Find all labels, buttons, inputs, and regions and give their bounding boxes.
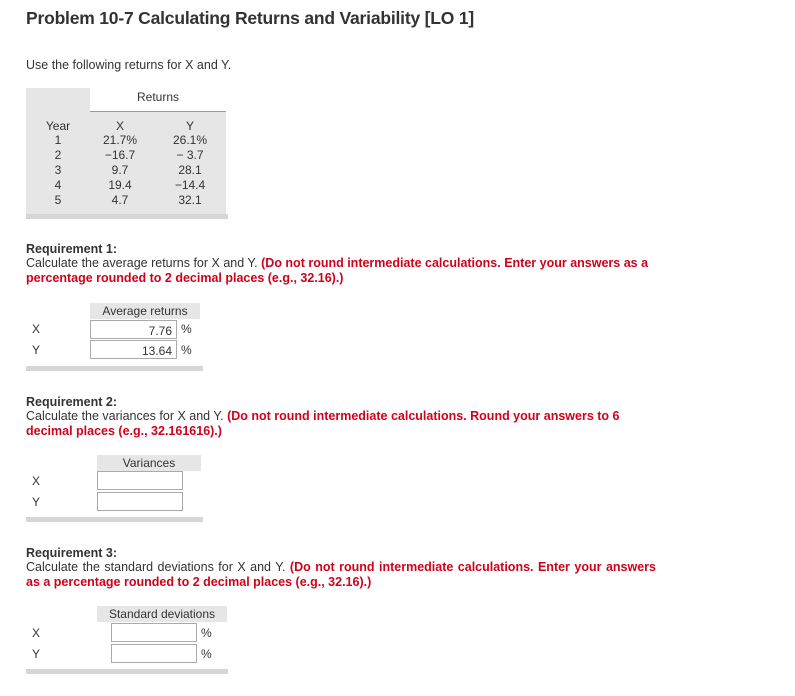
avg-x-label: X — [32, 322, 41, 336]
year-cell: 4 — [54, 178, 62, 192]
requirement-2-prompt: Calculate the variances for X and Y. — [26, 409, 224, 423]
year-column-header: Year — [45, 119, 71, 133]
percent-sign: % — [201, 626, 212, 640]
sd-y-label: Y — [32, 647, 41, 661]
page-title: Problem 10-7 Calculating Returns and Variability [LO 1] — [26, 8, 474, 28]
percent-sign: % — [201, 647, 212, 661]
requirement-1-text — [26, 256, 656, 286]
requirement-1-instruction: (Do not round intermediate calculations. Enter your answers as a percentage rounded to 2 decimal places (e.g., 32.16).) — [26, 256, 649, 285]
section-divider — [26, 214, 228, 219]
requirement-2-title: Requirement 2: — [26, 395, 117, 409]
y-column-header: Y — [185, 119, 194, 133]
y-cell: − 3.7 — [176, 148, 204, 162]
average-return-y-input[interactable] — [90, 340, 177, 359]
sd-x-label: X — [32, 626, 41, 640]
requirement-1 — [26, 242, 656, 286]
variance-x-input[interactable] — [97, 471, 183, 490]
x-cell: 21.7% — [102, 133, 138, 147]
requirement-1-title: Requirement 1: — [26, 242, 117, 256]
average-return-x-input[interactable] — [90, 320, 177, 339]
requirement-3-instruction: (Do not round intermediate calculations. Enter your answers as a percentage rounded to 2 decimal places (e.g., 32.16).) — [26, 560, 656, 589]
std-dev-x-input[interactable] — [111, 623, 197, 642]
var-y-label: Y — [32, 495, 41, 509]
x-cell: 4.7 — [111, 193, 129, 207]
average-returns-header: Average returns — [90, 303, 200, 319]
section-divider — [26, 517, 203, 522]
percent-sign: % — [181, 343, 192, 357]
requirement-3-title: Requirement 3: — [26, 546, 117, 560]
requirement-3 — [26, 546, 656, 590]
x-cell: 9.7 — [111, 163, 129, 177]
y-cell: −14.4 — [174, 178, 206, 192]
percent-sign: % — [181, 322, 192, 336]
x-cell: 19.4 — [108, 178, 132, 192]
requirement-1-prompt: Calculate the average returns for X and Y. — [26, 256, 258, 270]
std-dev-y-input[interactable] — [111, 644, 197, 663]
requirement-2-instruction: (Do not round intermediate calculations. Round your answers to 6 decimal places (e.g., 32.161616).) — [26, 409, 620, 438]
section-divider — [26, 366, 203, 371]
requirement-3-text — [26, 560, 656, 590]
year-cell: 2 — [54, 148, 62, 162]
returns-group-header: Returns — [136, 90, 180, 104]
returns-header-rule — [90, 111, 226, 112]
x-column-header: X — [115, 119, 124, 133]
y-cell: 26.1% — [172, 133, 208, 147]
intro-text: Use the following returns for X and Y. — [26, 58, 232, 72]
year-cell: 5 — [54, 193, 62, 207]
year-cell: 1 — [54, 133, 62, 147]
y-cell: 32.1 — [178, 193, 202, 207]
variances-header: Variances — [97, 455, 201, 471]
variance-y-input[interactable] — [97, 492, 183, 511]
x-cell: −16.7 — [104, 148, 136, 162]
var-x-label: X — [32, 474, 41, 488]
standard-deviations-header: Standard deviations — [97, 606, 227, 622]
year-cell: 3 — [54, 163, 62, 177]
requirement-2-text — [26, 409, 656, 439]
requirement-3-prompt: Calculate the standard deviations for X and Y. — [26, 560, 286, 574]
section-divider — [26, 669, 228, 674]
avg-y-label: Y — [32, 343, 41, 357]
requirement-2 — [26, 395, 656, 439]
y-cell: 28.1 — [178, 163, 202, 177]
